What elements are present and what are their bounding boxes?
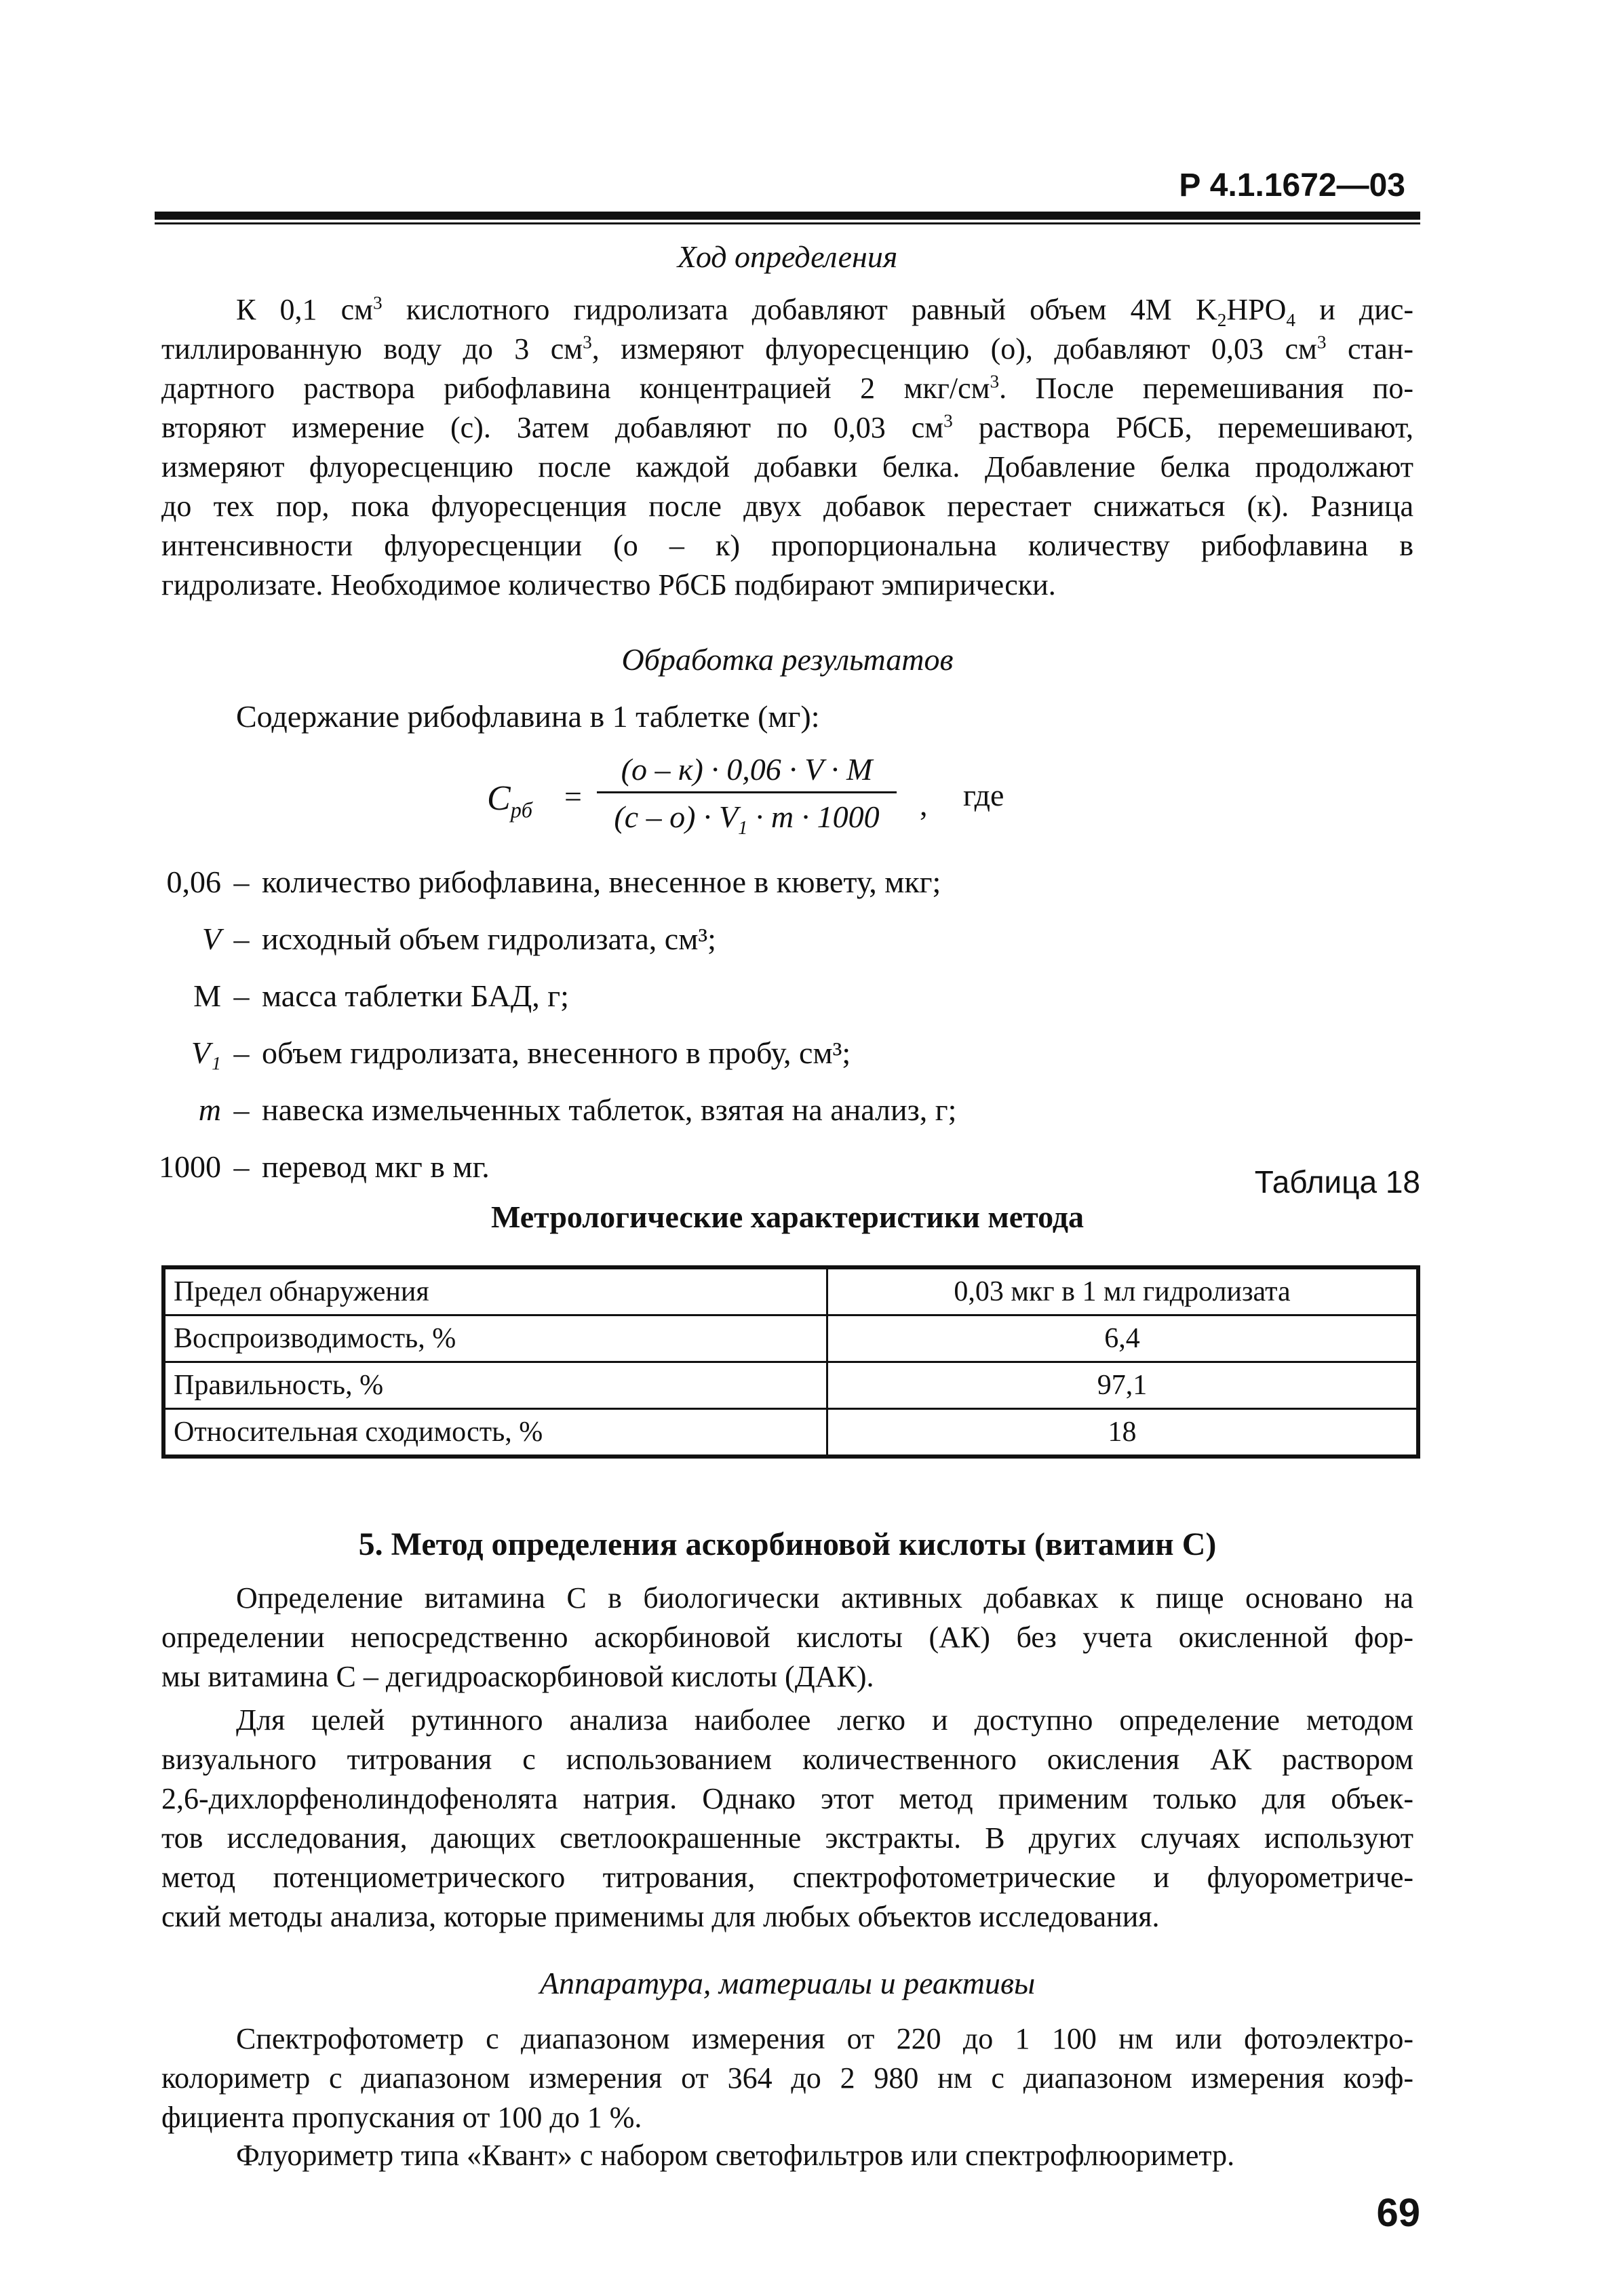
legend-item: M – масса таблетки БАД, г;: [193, 978, 569, 1013]
metrology-table: [161, 1265, 1420, 1459]
legend-item: 0,06 – количество рибофлавина, внесенное в кювету, мкг;: [166, 865, 941, 899]
text-line: до тех пор, пока флуоресценция после двух добавок перестает снижаться (к). Разница: [161, 490, 1413, 523]
table-cell: Предел обнаружения: [163, 1267, 827, 1315]
text-line: метод потенциометрического титрования, спектрофотометрические и флуорометриче-: [161, 1861, 1413, 1894]
document-code: Р 4.1.1672—03: [1179, 167, 1405, 203]
subheading-apparatus: Аппаратура, материалы и реактивы: [539, 1966, 1036, 2000]
page-number: 69: [1376, 2191, 1420, 2235]
text-line: 2,6-дихлорфенолиндофенолята натрия. Однако этот метод применим только для объек-: [161, 1782, 1413, 1815]
fraction-bar: [597, 791, 897, 793]
text-line: мы витамина С – дегидроаскорбиновой кислоты (ДАК).: [161, 1660, 874, 1693]
legend-item: V₁ – объем гидролизата, внесенного в пробу, см³;: [191, 1035, 851, 1070]
table-title: Метрологические характеристики метода: [490, 1200, 1085, 1234]
table-cell: Воспроизводимость, %: [163, 1315, 827, 1362]
formula-fraction: [597, 751, 897, 839]
text-line: ский методы анализа, которые применимы для любых объектов исследования.: [161, 1900, 1160, 1933]
legend-item: 1000 – перевод мкг в мг.: [159, 1149, 490, 1184]
table-cell: 0,03 мкг в 1 мл гидролизата: [827, 1267, 1419, 1315]
text-line: вторяют измерение (с). Затем добавляют по 0,03 $см^3$ раствора РбСБ, перемешивают,: [161, 410, 1413, 444]
text-line: гидролизате. Необходимое количество РбСБ подбирают эмпирически.: [161, 568, 1056, 601]
paragraph-section5-3: [161, 2019, 1413, 2137]
table-cell: 18: [827, 1409, 1419, 1457]
formula-comma: ,: [920, 787, 928, 822]
table-cell: Правильность, %: [163, 1362, 827, 1409]
text-line: тов исследования, дающих светлоокрашенные экстракты. В других случаях используют: [161, 1821, 1413, 1855]
paragraph-progress: [161, 290, 1413, 605]
header-rule-thin: [155, 222, 1420, 224]
legend-list: [119, 864, 956, 1206]
formula-equals: =: [564, 779, 582, 814]
formula: [0, 746, 1621, 848]
formula-where: где: [963, 778, 1004, 812]
paragraph-section5-2: [161, 1701, 1413, 1937]
table-row: [163, 1409, 1418, 1457]
text-line: Флуориметр типа «Квант» с набором светофильтров или спектрофлюориметр.: [236, 2139, 1235, 2172]
table-cell: 6,4: [827, 1315, 1419, 1362]
formula-lhs: $C_{рб}$: [487, 779, 533, 823]
results-intro: Содержание рибофлавина в 1 таблетке (мг):: [236, 699, 820, 734]
formula-numerator: (о – к) · 0,06 · V · M: [621, 752, 873, 787]
legend-item: m – навеска измельченных таблеток, взятая на анализ, г;: [198, 1092, 957, 1127]
header-rule: [155, 212, 1420, 220]
paragraph-section5-4: [161, 2136, 1413, 2175]
text-line: К 0,1 $см^3$ кислотного гидролизата добавляют равный объем 4М $K_2HPO_4$ и дис-: [236, 292, 1414, 330]
subheading-results: Обработка результатов: [621, 642, 954, 677]
subheading-progress: Ход определения: [677, 239, 898, 274]
table-row: [163, 1362, 1418, 1409]
text-line: Для целей рутинного анализа наиболее легко и доступно определение методом: [236, 1703, 1413, 1737]
table-cell: 97,1: [827, 1362, 1419, 1409]
text-line: фициента пропускания от 100 до 1 %.: [161, 2101, 642, 2134]
table-row: [163, 1267, 1418, 1315]
table-cell: Относительная сходимость, %: [163, 1409, 827, 1457]
table-row: [163, 1315, 1418, 1362]
legend-item: V – исходный объем гидролизата, см³;: [201, 922, 716, 956]
table-caption: Таблица 18: [1254, 1164, 1420, 1200]
paragraph-section5-1: [161, 1579, 1413, 1697]
text-line: колориметр с диапазоном измерения от 364 до 2 980 нм с диапазоном измерения коэф-: [161, 2061, 1413, 2095]
text-line: измеряют флуоресценцию после каждой добавки белка. Добавление белка продолжают: [161, 450, 1413, 483]
text-line: тиллированную воду до 3 $см^3$, измеряют флуоресценцию (о), добавляют 0,03 $см^3$ стан-: [161, 332, 1413, 365]
text-line: Спектрофотометр с диапазоном измерения от 220 до 1 100 нм или фотоэлектро-: [236, 2022, 1413, 2055]
text-line: дартного раствора рибофлавина концентрацией 2 мкг/$см^3$. После перемешивания по-: [161, 371, 1413, 405]
text-line: интенсивности флуоресценции (о – к) пропорциональна количеству рибофлавина в: [161, 529, 1413, 562]
text-line: Определение витамина С в биологически активных добавках к пище основано на: [236, 1581, 1413, 1615]
text-line: определении непосредственно аскорбиновой кислоты (АК) без учета окисленной фор-: [161, 1621, 1413, 1654]
text-line: визуального титрования с использованием количественного окисления АК раствором: [161, 1743, 1413, 1776]
formula-denominator: $(с - о) \cdot V_1 \cdot m \cdot 1000$: [614, 799, 880, 839]
section-5-title: 5. Метод определения аскорбиновой кислоты (витамин С): [358, 1526, 1217, 1562]
